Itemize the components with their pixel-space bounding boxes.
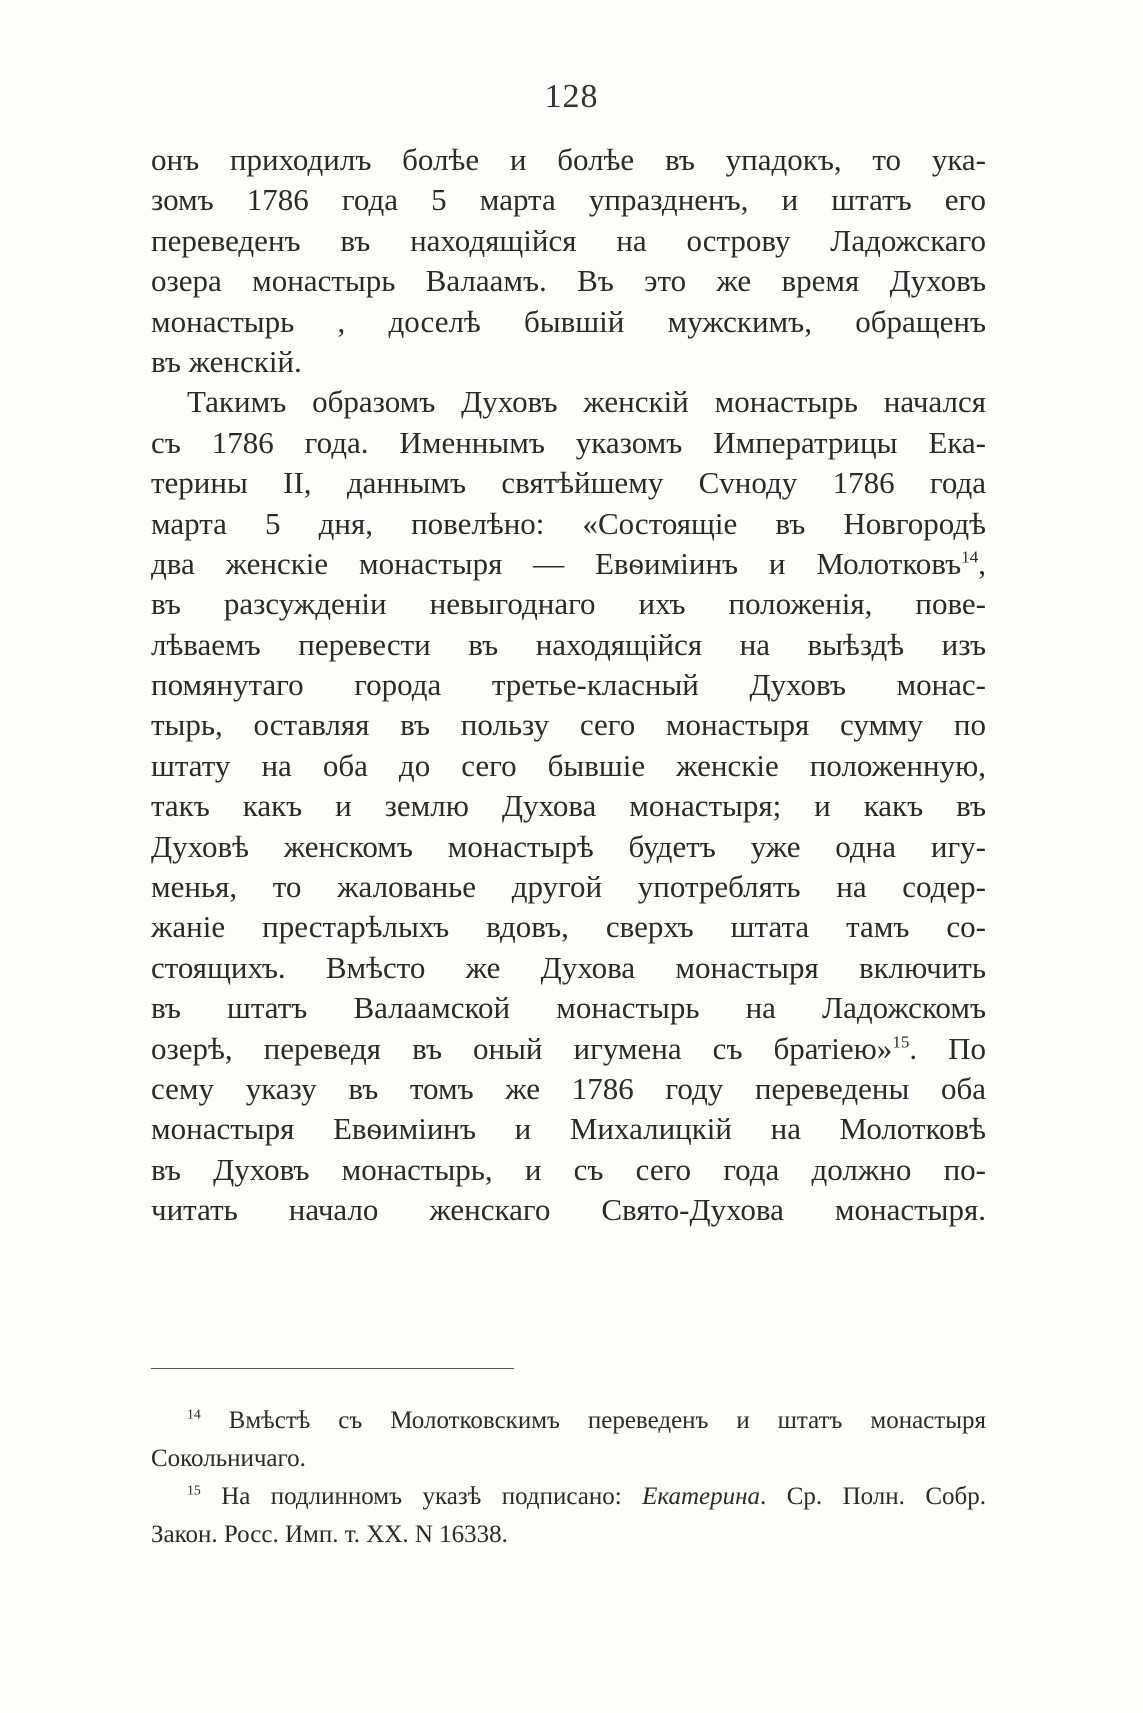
footnote-15-text-before: На подлинномъ указѣ подписано: [221, 1483, 643, 1510]
text-line-content: менья, то жалованье другой употреблять на содер- [151, 869, 986, 905]
text-line [151, 382, 986, 422]
text-line [151, 867, 986, 907]
text-line-tail: . По [909, 1030, 987, 1066]
text-line-content: Такимъ образомъ Духовъ женскій монастырь начался [187, 384, 986, 420]
text-line [151, 140, 986, 180]
text-line [151, 504, 986, 544]
footnote-14-marker: 14 [187, 1406, 201, 1422]
main-text [151, 140, 986, 1231]
text-line-content: тырь, оставляя въ пользу сего монастыря сумму по [151, 707, 986, 743]
text-line [151, 746, 986, 786]
text-line-content: такъ какъ и землю Духова монастыря; и какъ въ [151, 788, 986, 824]
footnotes [151, 1402, 986, 1554]
text-line [151, 988, 986, 1028]
text-line-content: штату на оба до сего бывшіе женскіе положенную, [151, 747, 986, 783]
text-line [151, 1150, 986, 1190]
text-line [151, 544, 986, 584]
text-line [151, 1069, 986, 1109]
footnote-15-text-after: . Ср. Полн. Собр. [760, 1483, 986, 1510]
text-line [151, 302, 986, 342]
text-line-content: озерѣ, переведя въ оный игумена съ братіею» [151, 1030, 893, 1066]
text-line-content: зомъ 1786 года 5 марта упраздненъ, и штатъ его [151, 182, 986, 218]
text-line [151, 786, 986, 826]
footnote-15-signature: Екатерина [642, 1483, 761, 1510]
footnote-15-line-2: Закон. Росс. Имп. т. XX. N 16338. [151, 1521, 508, 1548]
footnote-divider [151, 1368, 514, 1369]
text-line-content: Духовѣ женскомъ монастырѣ будетъ уже одна игу- [151, 828, 986, 864]
text-line [151, 948, 986, 988]
page-number: 128 [544, 78, 599, 115]
text-line-content: помянутаго города третье-класный Духовъ монас- [151, 667, 986, 703]
text-line-content: два женскіе монастыря — Евѳиміинъ и Молотковъ [151, 545, 962, 581]
footnote-15-line-1 [151, 1478, 986, 1516]
text-line-content: съ 1786 года. Именнымъ указомъ Императрицы Ека- [151, 424, 986, 460]
footnote-reference: 15 [892, 1032, 910, 1052]
text-line [151, 907, 986, 947]
text-line [151, 180, 986, 220]
text-line-content: переведенъ въ находящійся на острову Ладожскаго [151, 222, 986, 258]
text-line-content: въ штатъ Валаамской монастырь на Ладожскомъ [151, 990, 986, 1026]
text-line [151, 1029, 986, 1069]
text-line-content: сему указу въ томъ же 1786 году переведены оба [151, 1070, 986, 1106]
text-line [151, 261, 986, 301]
text-line [151, 705, 986, 745]
text-line-content: монастырь , доселѣ бывшій мужскимъ, обращенъ [151, 303, 986, 339]
footnote-14-line-1 [151, 1402, 986, 1440]
text-line [151, 625, 986, 665]
text-line-content: лѣваемъ перевести въ находящійся на выѣздѣ изъ [151, 626, 986, 662]
text-line [151, 463, 986, 503]
text-line-content: терины II, даннымъ святѣйшему Сvноду 1786 года [151, 465, 986, 501]
text-line [151, 1109, 986, 1149]
text-line-content: марта 5 дня, повелѣно: «Состоящіе въ Новгородѣ [151, 505, 986, 541]
text-line [151, 827, 986, 867]
text-line [151, 221, 986, 261]
text-line-content: онъ приходилъ болѣе и болѣе въ упадокъ, то ука- [151, 142, 986, 177]
text-line [151, 342, 986, 382]
text-line [151, 1190, 986, 1230]
footnote-14-text-1: Вмѣстѣ съ Молотковскимъ переведенъ и штатъ монастыря [228, 1407, 986, 1434]
text-line-content: жаніе престарѣлыхъ вдовъ, сверхъ штата тамъ со- [151, 909, 986, 945]
footnote-reference: 14 [961, 547, 979, 567]
text-line-content: озера монастырь Валаамъ. Въ это же время Духовъ [151, 263, 986, 299]
text-line [151, 423, 986, 463]
text-line-content: въ разсужденіи невыгоднаго ихъ положенія, пове- [151, 586, 986, 622]
text-line-content: стоящихъ. Вмѣсто же Духова монастыря включить [151, 949, 986, 985]
text-line-content: читать начало женскаго Свято-Духова монастыря. [151, 1192, 986, 1228]
text-line [151, 584, 986, 624]
text-line-content: монастыря Евѳиміинъ и Михалицкій на Молотковѣ [151, 1111, 986, 1147]
footnote-15-marker: 15 [187, 1482, 201, 1498]
footnote-14-line-2: Сокольничаго. [151, 1445, 306, 1472]
text-line-content: въ Духовъ монастырь, и съ сего года должно по- [151, 1151, 986, 1187]
text-line-tail: , [978, 545, 986, 581]
text-line-content: въ женскій. [151, 343, 302, 379]
text-line [151, 665, 986, 705]
